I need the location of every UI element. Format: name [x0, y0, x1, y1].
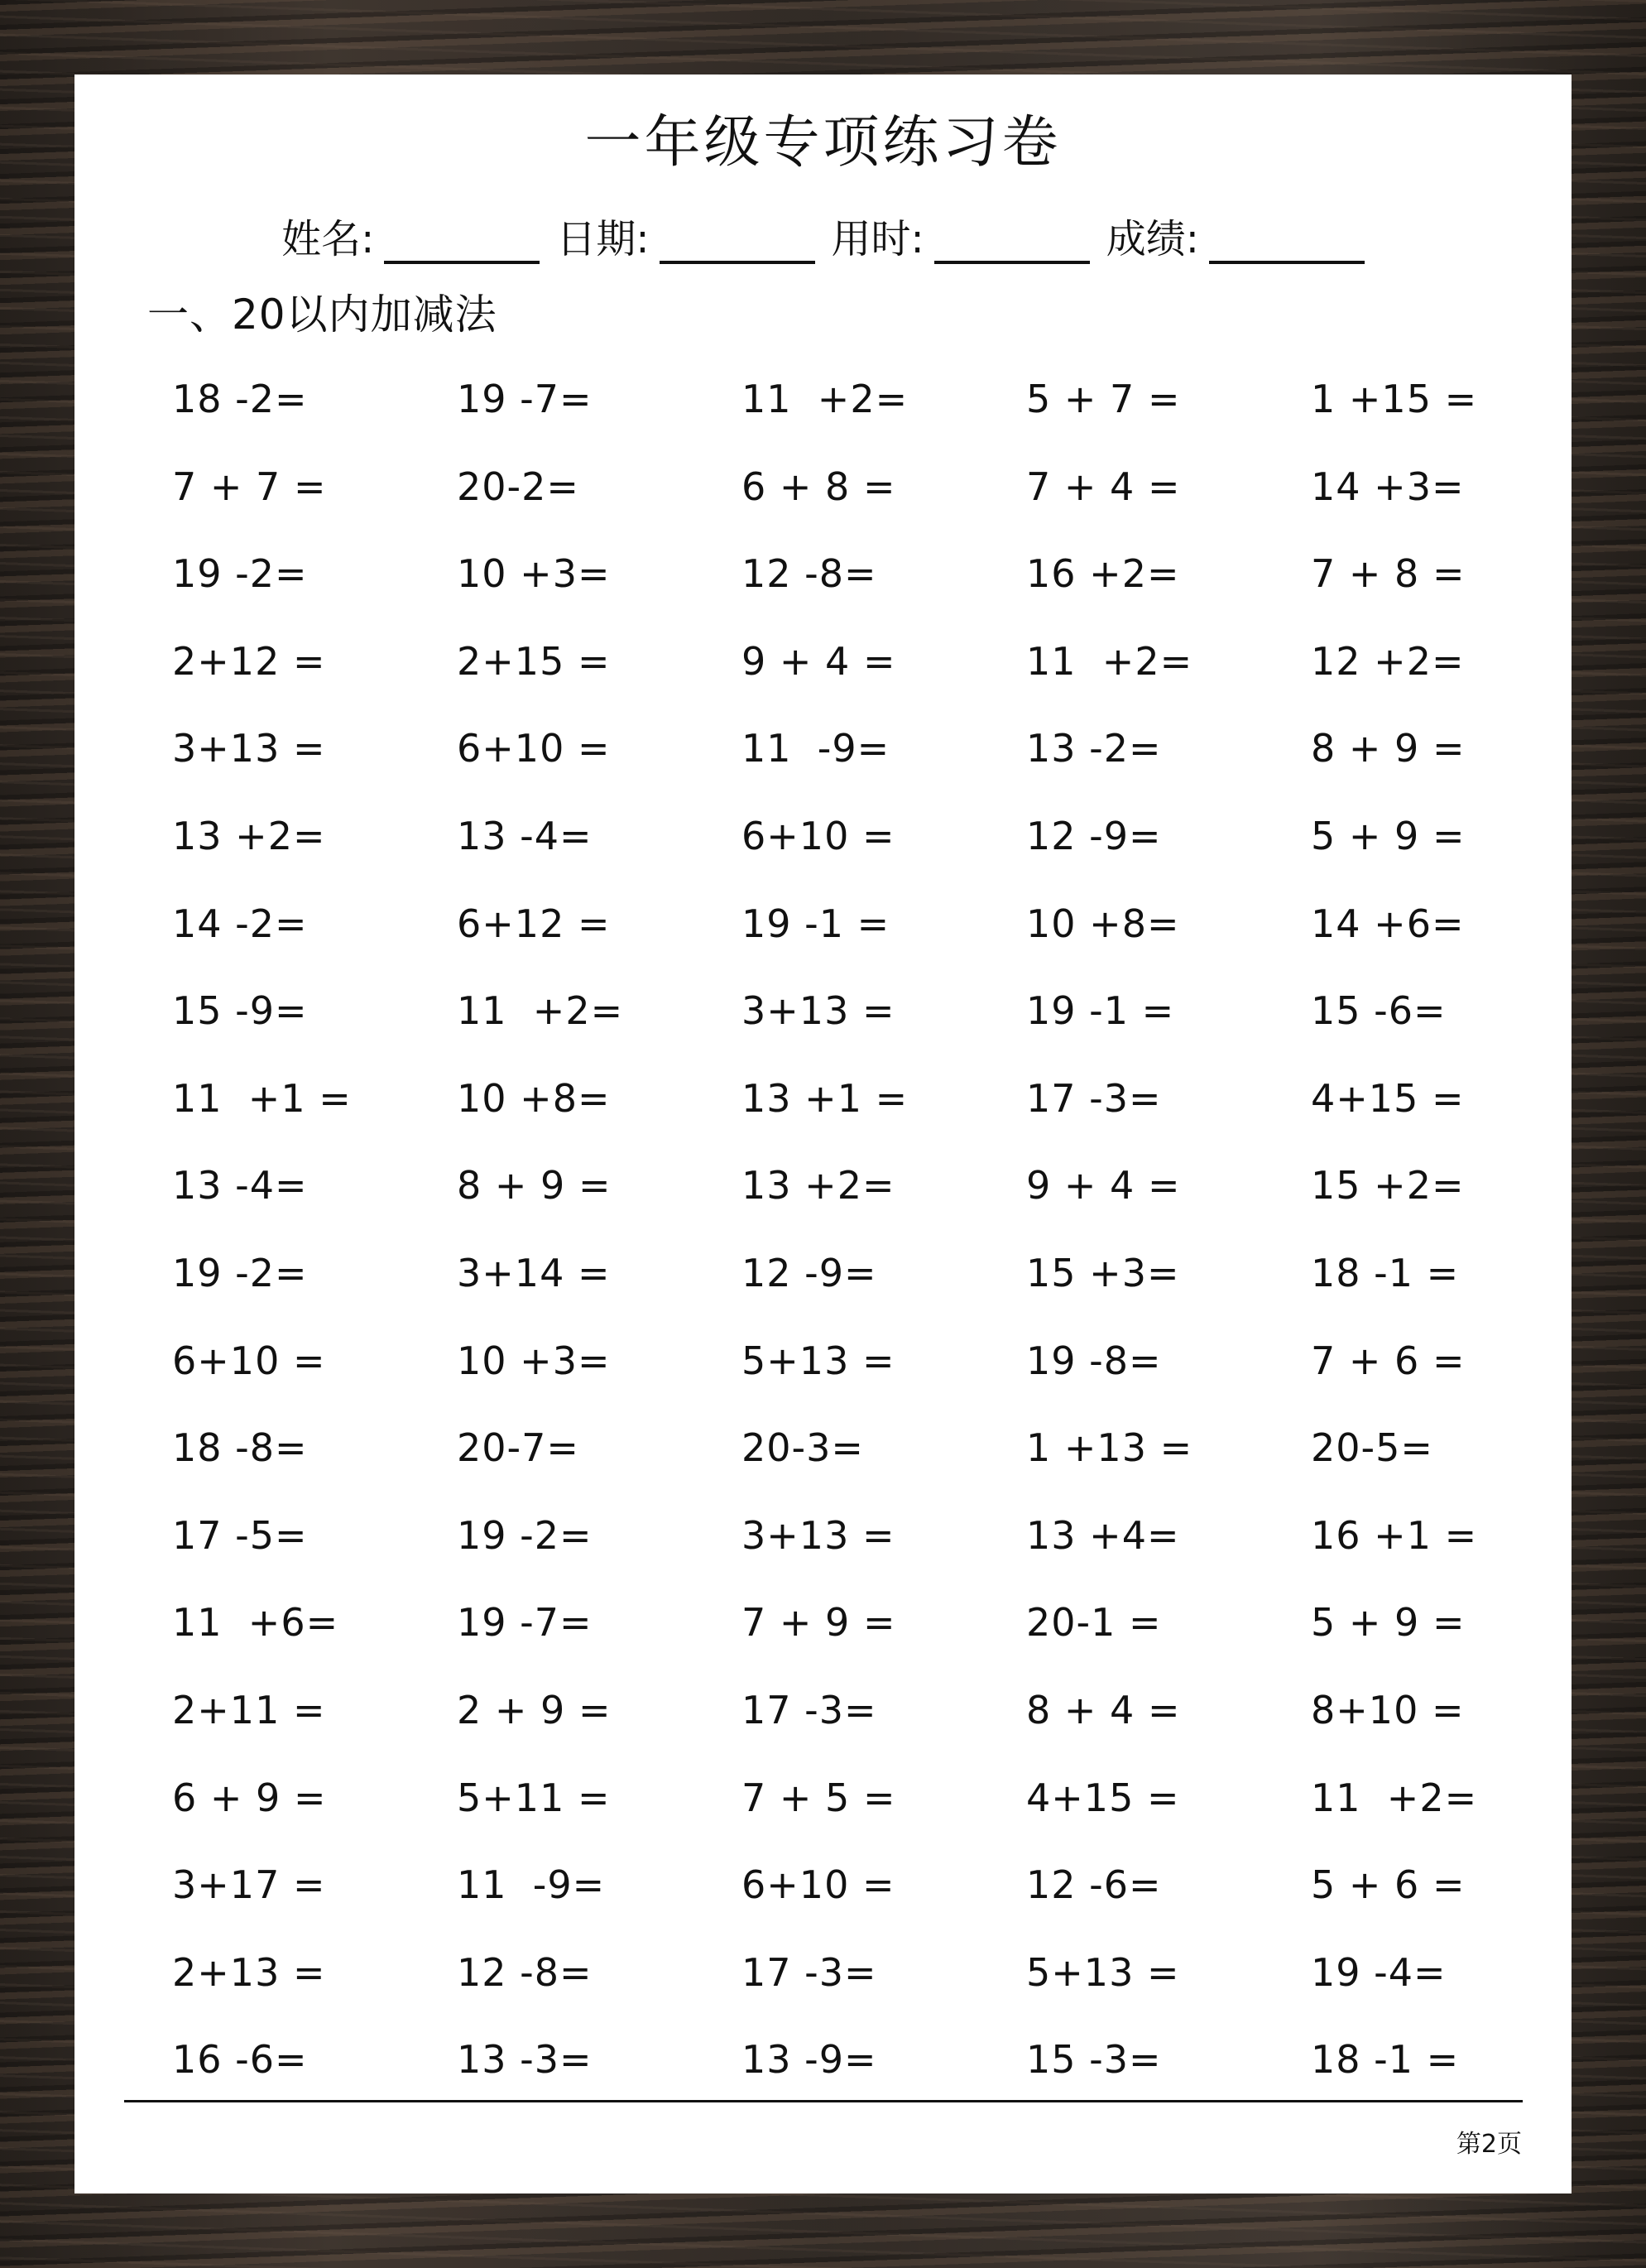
score-blank[interactable]: [1209, 224, 1365, 264]
math-problem: 17 -3=: [741, 1687, 877, 1732]
math-problem: 19 -4=: [1311, 1949, 1447, 1995]
math-problem: 16 +2=: [1026, 551, 1180, 597]
math-problem: 8+10 =: [1311, 1687, 1465, 1732]
math-problem: 19 -8=: [1026, 1338, 1162, 1383]
math-problem: 8 + 9 =: [457, 1163, 612, 1208]
math-problem: 7 + 9 =: [741, 1600, 896, 1646]
math-problem: 19 -7=: [457, 1600, 593, 1646]
math-problem: 11 +2=: [741, 377, 909, 421]
time-used-label: 用时:: [831, 216, 924, 262]
math-problem: 6 + 9 =: [172, 1775, 327, 1820]
math-problem: 15 -6=: [1311, 988, 1447, 1034]
name-label: 姓名:: [281, 216, 375, 262]
student-info-row: [74, 207, 1572, 264]
math-problem: 17 -3=: [741, 1949, 877, 1995]
math-problem: 2+12 =: [172, 638, 326, 684]
worksheet-page: [74, 74, 1572, 2194]
math-problem: 2+13 =: [172, 1949, 326, 1995]
math-problem: 5 + 9 =: [1311, 813, 1466, 858]
math-problem: 1 +13 =: [1026, 1425, 1193, 1471]
math-problem: 3+13 =: [172, 726, 326, 771]
math-problem: 17 -3=: [1026, 1075, 1162, 1121]
math-problem: 15 -3=: [1026, 2037, 1162, 2083]
math-problem: 11 +6=: [172, 1600, 339, 1646]
math-problem: 7 + 7 =: [172, 464, 327, 509]
math-problem: 13 -9=: [741, 2037, 877, 2083]
math-problem: 19 -1 =: [1026, 988, 1175, 1034]
math-problem: 5+11 =: [457, 1775, 611, 1820]
math-problem: 13 +2=: [172, 813, 326, 858]
math-problem: 7 + 6 =: [1311, 1338, 1466, 1383]
math-problem: 14 -2=: [172, 901, 308, 946]
math-problem: 1 +15 =: [1311, 377, 1478, 421]
math-problem: 3+13 =: [741, 1512, 895, 1558]
math-problem: 6+12 =: [457, 901, 611, 946]
math-problem: 18 -2=: [172, 377, 308, 421]
time-used-blank[interactable]: [934, 224, 1090, 264]
math-problem: 12 -6=: [1026, 1862, 1162, 1908]
math-problem: 11 +2=: [1311, 1775, 1478, 1820]
math-problem: 16 +1 =: [1311, 1512, 1478, 1558]
math-problem: 18 -1 =: [1311, 2037, 1460, 2083]
math-problem: 13 -3=: [457, 2037, 593, 2083]
math-problem: 2+15 =: [457, 638, 611, 684]
score-field[interactable]: [1106, 207, 1365, 264]
math-problem: 7 + 8 =: [1311, 551, 1466, 597]
math-problem: 6+10 =: [741, 813, 895, 858]
math-problem: 11 -9=: [457, 1862, 606, 1908]
math-problem: 2 + 9 =: [457, 1687, 612, 1732]
math-problem: 5 + 6 =: [1311, 1862, 1466, 1908]
math-problem: 12 -8=: [457, 1949, 593, 1995]
math-problem: 13 -2=: [1026, 726, 1162, 771]
math-problem: 9 + 4 =: [1026, 1163, 1181, 1208]
math-problem: 14 +3=: [1311, 464, 1465, 509]
math-problem: 12 -9=: [1026, 813, 1162, 858]
date-field[interactable]: [556, 207, 814, 264]
math-problem: 6+10 =: [172, 1338, 326, 1383]
math-problem: 4+15 =: [1311, 1075, 1465, 1121]
math-problem: 10 +3=: [457, 551, 611, 597]
math-problem: 13 -4=: [172, 1163, 308, 1208]
math-problem: 3+13 =: [741, 988, 895, 1034]
math-problem: 6+10 =: [741, 1862, 895, 1908]
math-problem: 11 +2=: [457, 988, 624, 1034]
math-problem: 16 -6=: [172, 2037, 308, 2083]
score-label: 成绩:: [1106, 216, 1199, 262]
math-problem: 18 -1 =: [1311, 1250, 1460, 1295]
worksheet-title: 一年级专项练习卷: [584, 110, 1062, 175]
problem-grid: [172, 356, 1596, 2104]
math-problem: 3+17 =: [172, 1862, 326, 1908]
math-problem: 20-7=: [457, 1425, 579, 1471]
math-problem: 6 + 8 =: [741, 464, 896, 509]
math-problem: 20-3=: [741, 1425, 864, 1471]
section-title: 一、20以内加减法: [147, 291, 497, 339]
math-problem: 13 -4=: [457, 813, 593, 858]
time-used-field[interactable]: [832, 207, 1090, 264]
math-problem: 15 +3=: [1026, 1250, 1180, 1295]
math-problem: 7 + 4 =: [1026, 464, 1181, 509]
math-problem: 12 -9=: [741, 1250, 877, 1295]
math-problem: 4+15 =: [1026, 1775, 1180, 1820]
math-problem: 12 +2=: [1311, 638, 1465, 684]
math-problem: 20-1 =: [1026, 1600, 1162, 1646]
math-problem: 13 +2=: [741, 1163, 895, 1208]
math-problem: 18 -8=: [172, 1425, 308, 1471]
math-problem: 5 + 9 =: [1311, 1600, 1466, 1646]
name-blank[interactable]: [384, 224, 540, 264]
footer-divider: [124, 2100, 1523, 2102]
math-problem: 13 +4=: [1026, 1512, 1180, 1558]
math-problem: 3+14 =: [457, 1250, 611, 1295]
math-problem: 7 + 5 =: [741, 1775, 896, 1820]
math-problem: 9 + 4 =: [741, 638, 896, 684]
math-problem: 19 -2=: [457, 1512, 593, 1558]
math-problem: 6+10 =: [457, 726, 611, 771]
math-problem: 19 -2=: [172, 1250, 308, 1295]
date-label: 日期:: [556, 216, 650, 262]
math-problem: 5+13 =: [741, 1338, 895, 1383]
math-problem: 20-5=: [1311, 1425, 1433, 1471]
date-blank[interactable]: [660, 224, 815, 264]
math-problem: 13 +1 =: [741, 1075, 909, 1121]
math-problem: 17 -5=: [172, 1512, 308, 1558]
math-problem: 10 +8=: [1026, 901, 1180, 946]
math-problem: 11 -9=: [741, 726, 890, 771]
math-problem: 8 + 9 =: [1311, 726, 1466, 771]
math-problem: 5 + 7 =: [1026, 377, 1181, 421]
math-problem: 10 +3=: [457, 1338, 611, 1383]
math-problem: 11 +1 =: [172, 1075, 352, 1121]
math-problem: 12 -8=: [741, 551, 877, 597]
page-number: 第2页: [1456, 2130, 1522, 2159]
math-problem: 11 +2=: [1026, 638, 1193, 684]
math-problem: 5+13 =: [1026, 1949, 1180, 1995]
math-problem: 8 + 4 =: [1026, 1687, 1181, 1732]
math-problem: 14 +6=: [1311, 901, 1465, 946]
math-problem: 15 +2=: [1311, 1163, 1465, 1208]
math-problem: 2+11 =: [172, 1687, 326, 1732]
math-problem: 10 +8=: [457, 1075, 611, 1121]
math-problem: 19 -7=: [457, 377, 593, 421]
math-problem: 15 -9=: [172, 988, 308, 1034]
math-problem: 19 -1 =: [741, 901, 890, 946]
math-problem: 19 -2=: [172, 551, 308, 597]
math-problem: 20-2=: [457, 464, 579, 509]
name-field[interactable]: [281, 207, 540, 264]
